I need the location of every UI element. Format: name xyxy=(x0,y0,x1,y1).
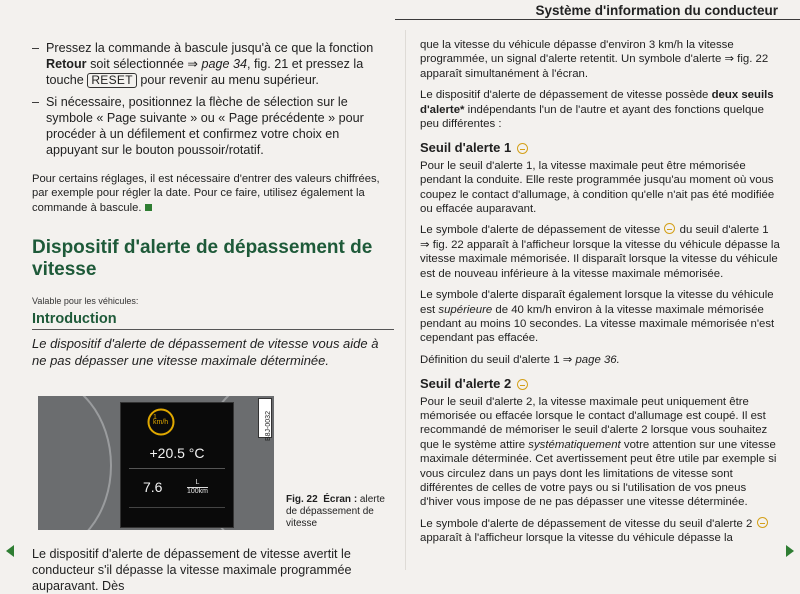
outside-temperature: +20.5 °C xyxy=(149,445,205,461)
header-rule xyxy=(395,19,800,20)
speed-warning-symbol-icon xyxy=(517,379,528,390)
next-page-arrow-icon xyxy=(786,545,794,557)
speed-warning-symbol-icon xyxy=(517,143,528,154)
previous-page-arrow-icon xyxy=(6,545,14,557)
left-bottom-paragraph: Le dispositif d'alerte de dépassement de vitesse avertit le conducteur s'il dépasse la vitesse maximale programmée auparavant. Dès xyxy=(32,547,352,593)
running-header-title: Système d'information du conducteur xyxy=(535,3,778,18)
svg-text:1: 1 xyxy=(153,414,157,421)
speed-warning-symbol-icon xyxy=(757,517,768,528)
section-title: Dispositif d'alerte de dépassement de vitesse xyxy=(32,237,373,281)
figure-22-image xyxy=(38,396,274,530)
right-column xyxy=(420,38,780,553)
speed-warning-symbol-icon xyxy=(664,223,675,234)
paragraph-definition-threshold-1: Définition du seuil d'alerte 1 ⇒ page 36. xyxy=(420,353,620,366)
instruction-step-1: – Pressez la commande à bascule jusqu'à ce que la fonction Retour soit sélectionnée ⇒ page 34, fig. 21 et pressez la touche RESET pour revenir au menu supérieur. xyxy=(32,40,394,88)
left-gauge-outline xyxy=(38,396,112,530)
function-name: Retour xyxy=(46,57,87,71)
introduction-heading: Introduction xyxy=(32,311,394,330)
speed-limit-unit: km/h xyxy=(153,419,169,426)
page-reference: page 34 xyxy=(201,57,247,71)
end-of-section-square-icon xyxy=(145,204,152,211)
figure-code-label: B8J-0032 xyxy=(258,398,272,438)
display-separator xyxy=(129,468,225,469)
paragraph-symbol-disappears: Le symbole d'alerte disparaît également lorsque la vitesse du véhicule est supérieure de 40 km/h environ à la vitesse maximale mémorisée pendant au moins 10 secondes. La vitesse maximale mémorisée n'est cependant pas effacée. xyxy=(420,289,775,345)
threshold-1-heading: Seuil d'alerte 1 xyxy=(420,141,780,155)
instruction-step-2: – Si nécessaire, positionnez la flèche de sélection sur le symbole « Page suivante » ou « Page précédente » pour procéder à un défilement et confirmez votre choix en appuyant sur le bouton poussoir/rotatif. xyxy=(32,94,394,158)
paragraph-symbol-threshold-1: Le symbole d'alerte de dépassement de vitesse du seuil d'alerte 1 ⇒ fig. 22 apparaît à l'afficheur lorsque la vitesse du véhicule dépasse la vitesse maximale mémorisée. Il disparaît lorsque la vitesse du véhicule est de nouveau inférieure à la vitesse maximale mémorisée. xyxy=(420,224,780,280)
display-bottom-line xyxy=(129,507,225,508)
threshold-2-heading: Seuil d'alerte 2 xyxy=(420,377,780,391)
fuel-consumption-value: 7.6 xyxy=(143,479,163,495)
paragraph-threshold-1: Pour le seuil d'alerte 1, la vitesse maximale peut être mémorisée pendant la conduite. Elle reste programmée jusqu'au moment où vous coupez le contact d'allumage, à condition qu'elle n'ait pas été modifiée ou effacée auparavant. xyxy=(420,159,775,216)
column-divider xyxy=(405,30,406,570)
fuel-consumption-unit: L 100km xyxy=(187,479,209,495)
reset-key: RESET xyxy=(87,73,137,88)
paragraph-two-thresholds: Le dispositif d'alerte de dépassement de vitesse possède deux seuils d'alerte* indépendants l'un de l'autre et ayant des fonctions quelque peu différentes : xyxy=(420,89,774,131)
introduction-text: Le dispositif d'alerte de dépassement de vitesse vous aide à ne pas dépasser une vitesse maximale déterminée. xyxy=(32,336,379,369)
left-column xyxy=(32,40,394,369)
instrument-display xyxy=(120,402,234,528)
paragraph-warning-signal: que la vitesse du véhicule dépasse d'environ 3 km/h la vitesse programmée, un signal d'alerte retentit. Un symbole d'alerte ⇒ fig. 22 apparaît simultanément à l'écran. xyxy=(420,39,769,80)
paragraph-symbol-threshold-2: Le symbole d'alerte de dépassement de vitesse du seuil d'alerte 2 apparaît à l'afficheur lorsque la vitesse du véhicule dépasse la xyxy=(420,517,780,546)
page-reference: page 36. xyxy=(575,353,620,366)
paragraph-threshold-2: Pour le seuil d'alerte 2, la vitesse maximale peut uniquement être mémorisée ou effacée lorsque le contact d'allumage est coupé. Il est recommandé de mémoriser le seuil d'alerte 2 lorsque vous souhaitez que le système attire systématiquement votre attention sur une vitesse maximale déterminée. Cet avertissement peut être utile par exemple si vous circulez dans un pays dont les limitations de vitesse sont différentes de celles de votre pays ou si l'utilisation de vos pneus d'hiver vous impose de ne pas dépasser une vitesse déterminée. xyxy=(420,395,777,509)
note-paragraph: Pour certains réglages, il est nécessaire d'entrer des valeurs chiffrées, par exemple pour régler la date. Pour ce faire, utilisez également la commande à bascule. xyxy=(32,173,380,214)
figure-caption: Fig. 22 Écran : alerte de dépassement de vitesse xyxy=(286,494,385,529)
applicability-note: Valable pour les véhicules: xyxy=(32,296,139,307)
